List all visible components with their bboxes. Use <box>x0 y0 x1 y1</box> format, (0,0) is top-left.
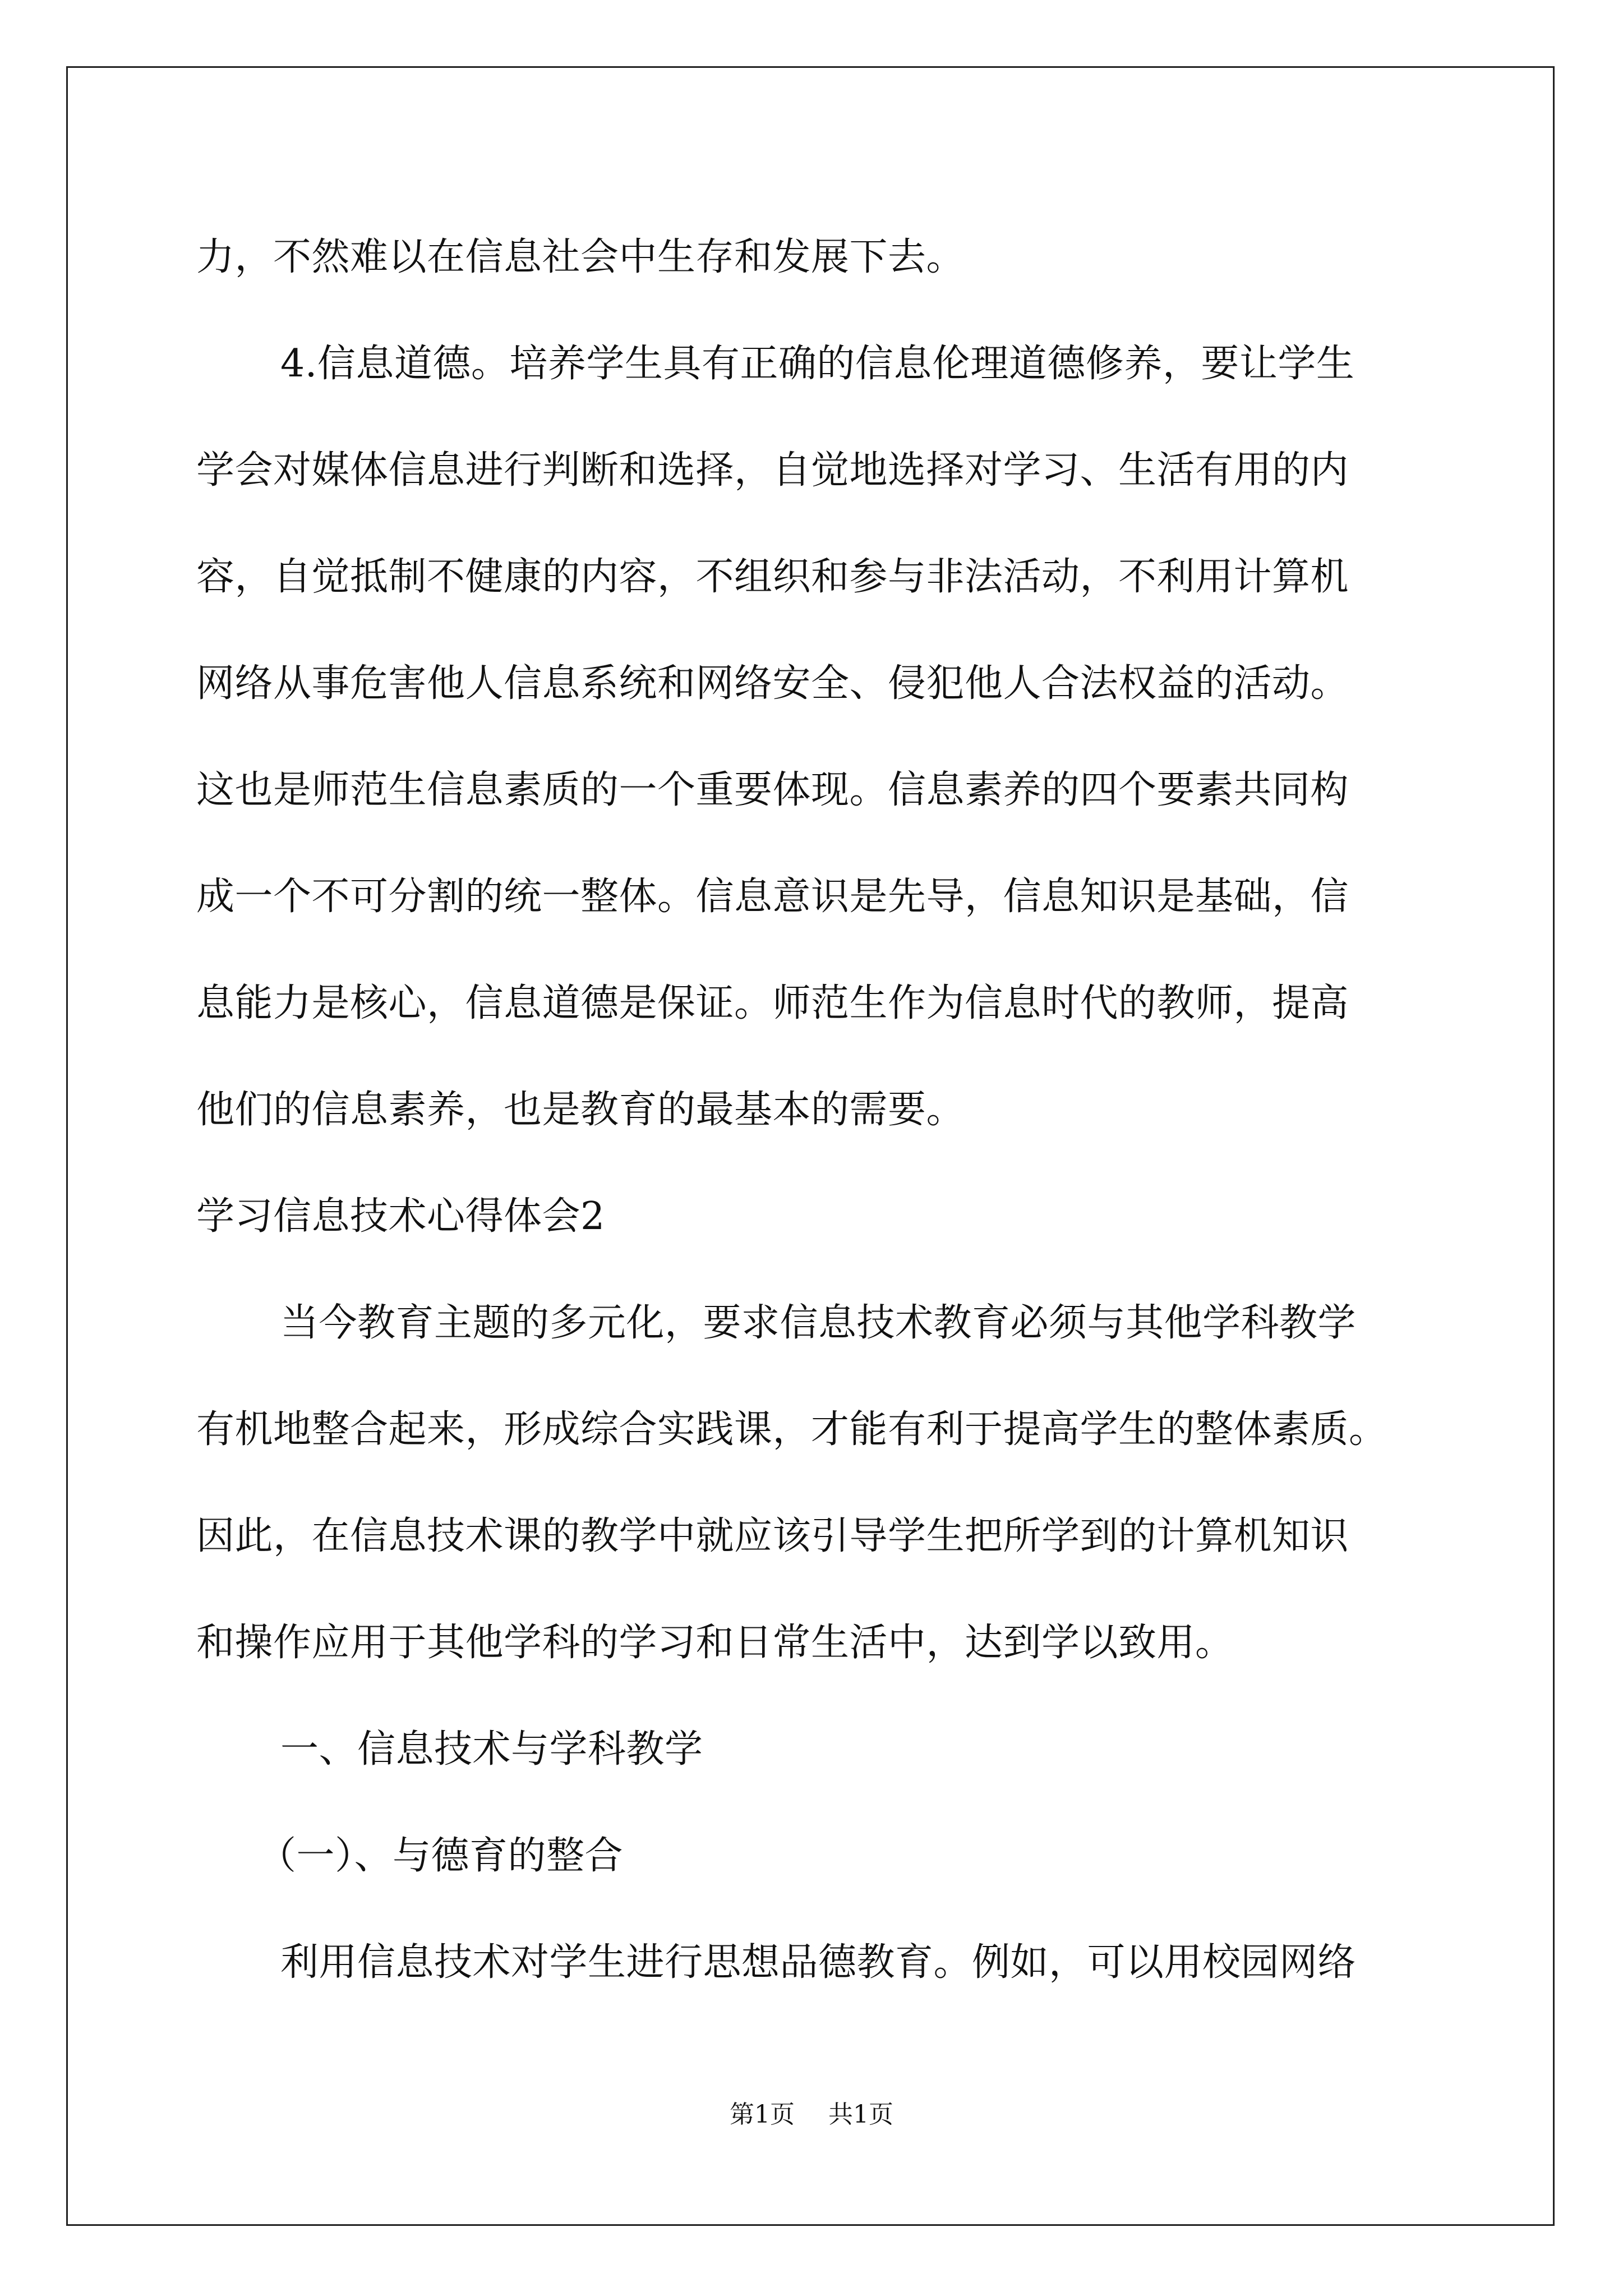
paragraph-line: 因此，在信息技术课的教学中就应该引导学生把所学到的计算机知识 <box>196 1514 1349 1558</box>
paragraph-line: 网络从事危害他人信息系统和网络安全、侵犯他人合法权益的活动。 <box>196 661 1349 706</box>
page-footer <box>0 2098 1623 2132</box>
paragraph-line: 力，不然难以在信息社会中生存和发展下去。 <box>196 235 965 279</box>
paragraph-line: 学会对媒体信息进行判断和选择，自觉地选择对学习、生活有用的内 <box>196 448 1349 493</box>
paragraph-line: 4.信息道德。培养学生具有正确的信息伦理道德修养，要让学生 <box>280 342 1355 386</box>
subsection-heading: （一）、与德育的整合 <box>258 1834 624 1878</box>
page-total: 共1页 <box>828 2100 893 2129</box>
paragraph-line: 容，自觉抵制不健康的内容，不组织和参与非法活动，不利用计算机 <box>196 555 1349 599</box>
paragraph-line: 当今教育主题的多元化，要求信息技术教育必须与其他学科教学 <box>280 1301 1357 1345</box>
page-number: 第1页 <box>730 2100 795 2129</box>
paragraph-line: 成一个不可分割的统一整体。信息意识是先导，信息知识是基础，信 <box>196 875 1349 919</box>
paragraph-line: 这也是师范生信息素质的一个重要体现。信息素养的四个要素共同构 <box>196 768 1349 812</box>
paragraph-line: 有机地整合起来，形成综合实践课，才能有利于提高学生的整体素质。 <box>196 1407 1387 1452</box>
document-body <box>196 204 1453 2016</box>
paragraph-line: 他们的信息素养，也是教育的最基本的需要。 <box>196 1088 965 1132</box>
paragraph-line: 利用信息技术对学生进行思想品德教育。例如，可以用校园网络 <box>280 1940 1357 1985</box>
section-heading: 一、信息技术与学科教学 <box>280 1727 703 1772</box>
article-heading: 学习信息技术心得体会2 <box>196 1194 605 1239</box>
paragraph-line: 和操作应用于其他学科的学习和日常生活中，达到学以致用。 <box>196 1621 1234 1665</box>
paragraph-line: 息能力是核心，信息道德是保证。师范生作为信息时代的教师，提高 <box>196 981 1349 1025</box>
